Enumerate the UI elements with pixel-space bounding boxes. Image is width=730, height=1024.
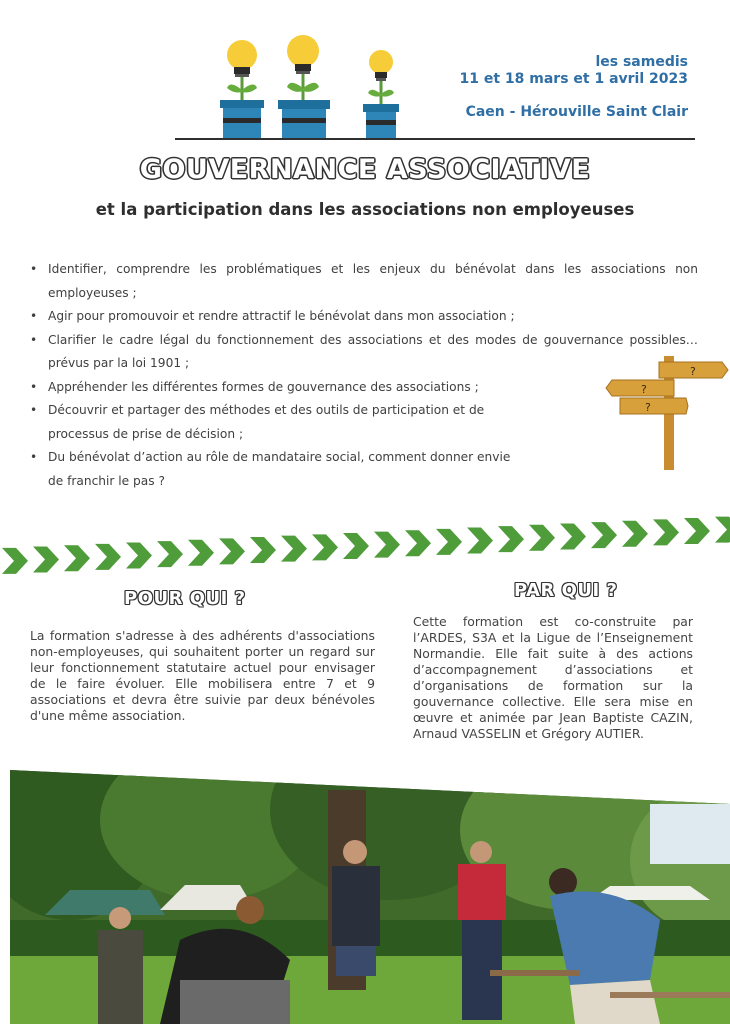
chevron-divider [0,500,730,584]
signpost-icon [604,352,730,474]
section-text-par-qui: Cette formation est co-construite par l’ARDES, S3A et la Ligue de l’Enseignement Normandie. Elle fait suite à des actions d’accompagnement d’associations et d’organisations de formation sur la gouvernance collective. Elle sera mise en œuvre et animée par Jean Baptiste CAZIN, Arnaud VASSELIN et Grégory AUTIER. [413,614,693,741]
page-subtitle: et la participation dans les associations non employeuses [95,200,635,219]
objectives-list [30,258,698,493]
lightbulb-plant-icon [278,35,330,138]
question-mark: ? [690,365,696,378]
question-mark: ? [645,401,651,414]
list-item: • Identifier, comprendre les problématiques et les enjeux du bénévolat dans les associations non employeuses ; [30,258,698,305]
section-text-pour-qui: La formation s'adresse à des adhérents d'associations non-employeuses, qui souhaitent porter un regard sur leur fonctionnement statutaire actuel pour envisager de le faire évoluer. Elle mobilisera entre 7 et 9 associations et devra être suivie par deux bénévoles d'une même association. [30,628,375,723]
list-item: • Découvrir et partager des méthodes et des outils de participation et de processus de prise de décision ; [30,399,518,446]
lightbulb-plant-icon [220,40,264,138]
section-title-pour-qui: POUR QUI ? [124,588,246,609]
list-item: • Appréhender les différentes formes de gouvernance des associations ; [30,376,698,400]
header-rule [175,138,695,140]
location: Caen - Hérouville Saint Clair [465,104,688,120]
lightbulb-plant-icon [363,50,399,138]
list-item: • Clarifier le cadre légal du fonctionnement des associations et des modes de gouvernance possibles… prévus par la loi 1901 ; [30,329,698,376]
dates: 11 et 18 mars et 1 avril 2023 [459,71,688,87]
lightbulb-plants-illustration [170,30,410,142]
list-item: • Agir pour promouvoir et rendre attractif le bénévolat dans mon association ; [30,305,698,329]
list-item: • Du bénévolat d’action au rôle de mandataire social, comment donner envie de franchir le pas ? [30,446,518,493]
group-photo [10,770,730,1024]
section-title-par-qui: PAR QUI ? [514,580,618,601]
dates-intro: les samedis [595,54,688,70]
question-mark: ? [641,383,647,396]
page-title: GOUVERNANCE ASSOCIATIVE [139,154,591,185]
